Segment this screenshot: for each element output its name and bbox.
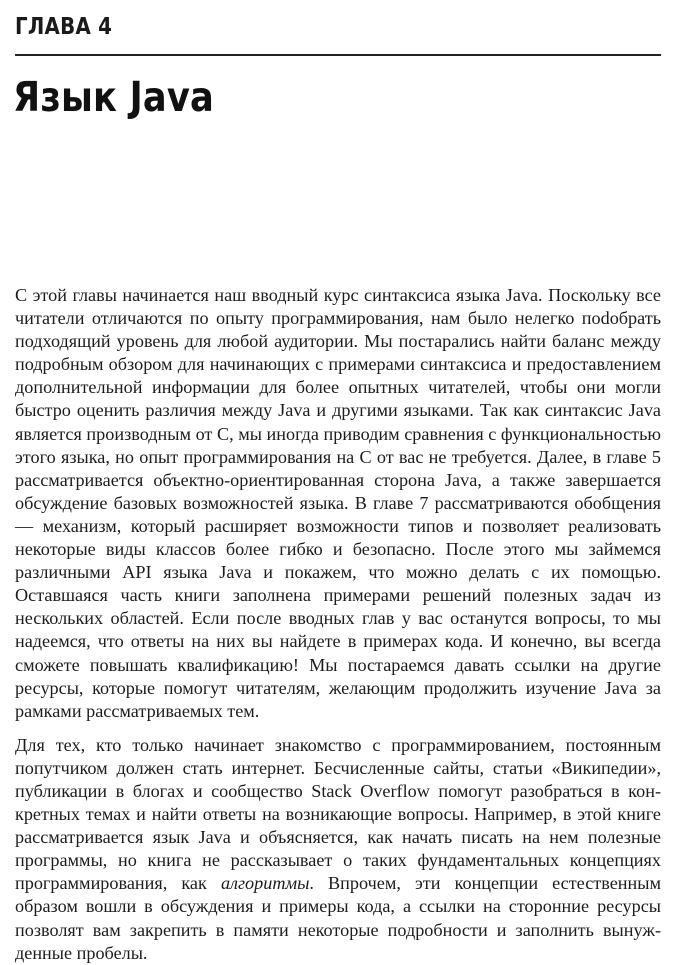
- italic-term: алгоритмы: [220, 873, 310, 894]
- paragraph-intro: С этой главы начинается наш вводный курс синтаксиса языка Java. Поскольку все читатели отличаются по опыту программирования, нам было нелегко поdобрать подходящий уровень для любой аудитории. Мы постарались найти баланс между подробным обзором для начинающих с примерами синтаксиса и предоставлением дополнительной информации для более опытных читателей, чтобы они могли быстро оценить различия между Java и другими языками. Так как синтаксис Java является производным от C, мы иногда приводим сравнения с функциональностью этого языка, но опыт программирования на C от вас не требуется. Далее, в главе 5 рассматривается объектно-ориентированная сторона Java, а также завершается обсуждение базовых возможностей языка. В главе 7 рассматриваются обобщения — механизм, который расширяет возможности типов и позволяет реализовать некоторые виды классов более гибко и безопасно. После этого мы займемся различными API языка Java и покажем, что можно делать с их помощью. Оставшаяся часть книги заполнена примерами решений полезных задач из нескольких областей. Если после вводных глав у вас останутся вопросы, то мы надеемся, что ответы на них вы найдете в примерах кода. И конечно, вы всегда сможете повышать квалификацию! Мы постараемся давать ссылки на другие ресурсы, которые помогут читателям, желающим продолжить изучение Java за рамками рассматриваемых тем.: [15, 285, 661, 721]
- chapter-label: ГЛАВА 4: [15, 14, 113, 40]
- chapter-title: Язык Java: [13, 73, 214, 121]
- paragraph-internet: [15, 734, 661, 965]
- chapter-divider: [15, 54, 661, 56]
- chapter-body: [15, 284, 661, 965]
- paragraph-internet-text-before: Для тех, кто только начинает знакомство с программированием, постоянным попутчиком должен стать интернет. Бесчисленные сайты, статьи «Википедии», публикации в блогах и сообщество Stack Overflow помогут разобраться в конкретных темах и найти ответы на возникающие вопросы. Например, в этой книге рассматривается язык Java и объясняется, как начать писать на нем полезные программы, но книга не рассказывает о таких фундаментальных концепциях программирования, как: [15, 734, 661, 894]
- paragraph-internet-text-after: . Впрочем, эти концепции естественным образом вошли в обсуждения и примеры кода, а ссылки на сторонние ресурсы позволят вам закрепить в памяти некоторые подробности и заполнить вынужденные пробелы.: [15, 873, 661, 963]
